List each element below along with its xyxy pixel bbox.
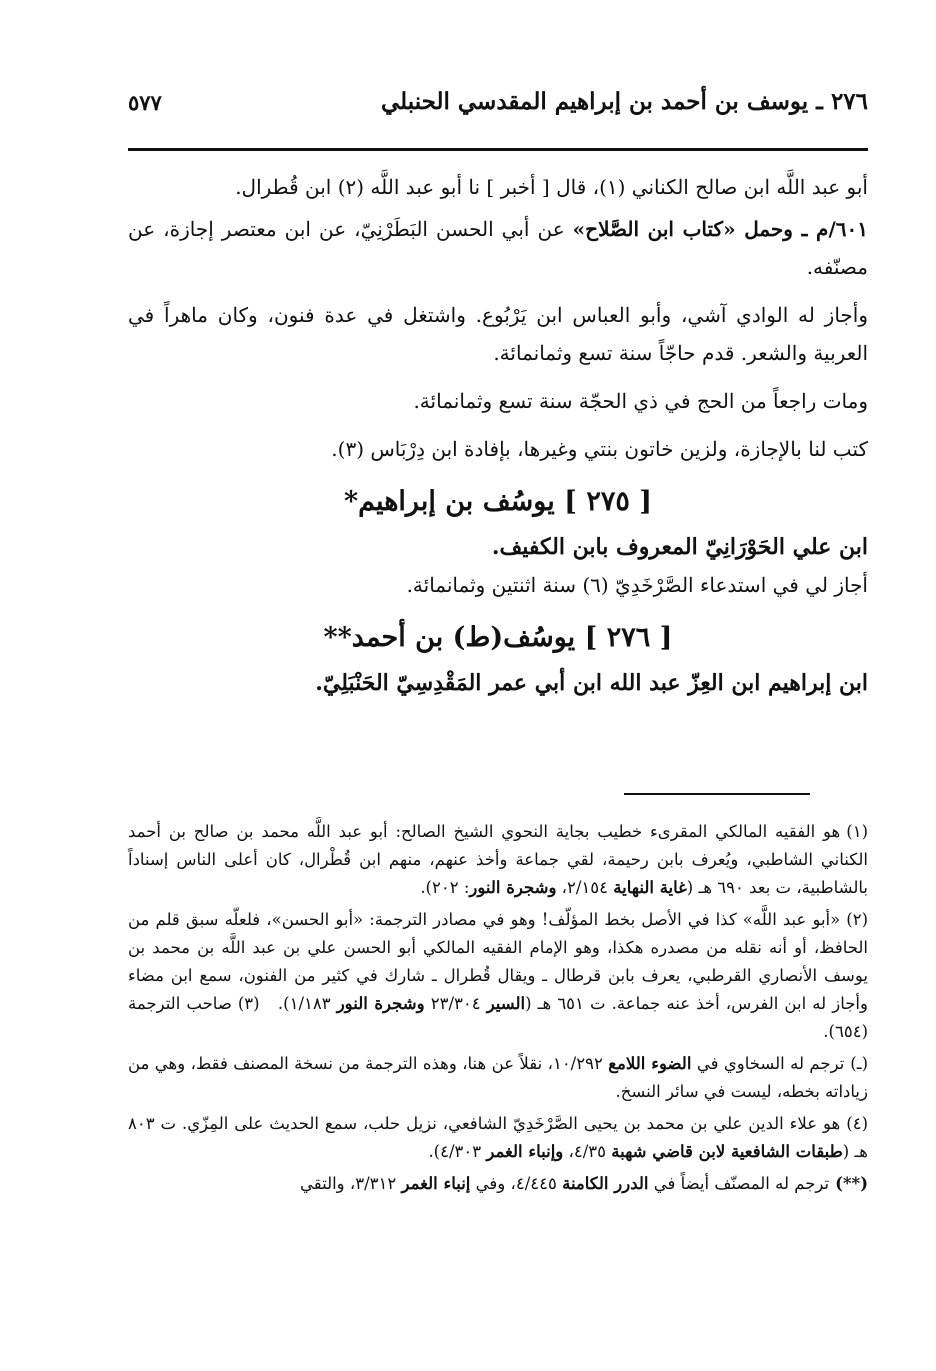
footnote-5-number: (**) [835,1174,868,1193]
footnote-1-source-2: وشجرة النور [469,878,557,897]
paragraph-4: ومات راجعاً من الحج في ذي الحجّة سنة تسع وثمانمائة. [413,389,868,413]
footnote-2-ref-2: ١/١٨٣). [277,994,337,1013]
footnote-4-ref-2: ٤/٣٠٣). [428,1142,487,1161]
footnote-4-text: هو علاء الدين علي بن محمد بن يحيى الصَّرْخَدِيّ الشافعي، نزيل حلب، سمع الحديث على المِزّي. ت ٨٠٣ هـ ( [128,1114,868,1161]
footnote-4-number: (٤) [846,1114,868,1133]
entry-276-subtitle: ابن إبراهيم ابن العِزّ عبد الله ابن أبي عمر المَقْدِسِيّ الحَنْبَلِيّ. [315,670,868,696]
header-title: ٢٧٦ ـ يوسف بن أحمد بن إبراهيم المقدسي الحنبلي [380,88,868,115]
footnote-translation-number: (ـ) [850,1054,869,1073]
footnote-4-source-1: طبقات الشافعية لابن قاضي شهبة [611,1142,843,1161]
page-number: ٥٧٧ [128,90,162,115]
footnote-4-ref-1: ٤/٣٥، [563,1142,612,1161]
footnote-1-number: (١) [846,822,868,841]
paragraph-2-lead: ٦٠١/م ـ وحمل «كتاب ابن الصَّلاح» [572,217,868,241]
footnote-5-source-1: الدرر الكامنة [562,1174,649,1193]
footnote-2-ref-1: ٢٣/٣٠٤ [424,994,487,1013]
footnote-5-text: ترجم له المصنّف أيضاً في [648,1174,830,1193]
footnote-1-ref-1: ٢/١٥٤، [556,878,614,897]
entry-275-subtitle: ابن علي الحَوْرَانِيّ المعروف بابن الكفيف. [491,534,868,560]
header-divider [128,148,868,151]
footnote-translation-rest: ١٠/٢٩٢، نقلاً عن هنا، وهذه الترجمة من نسخة المصنف فقط، وهي من زياداته بخطه، ليست في سائر النسخ. [128,1054,868,1101]
paragraph-1: أبو عبد اللَّه ابن صالح الكناني (١)، قال [ أخبر ] نا أبو عبد اللَّه (٢) ابن قُطرال. [235,175,868,199]
footnote-divider [624,793,810,795]
footnote-1 [128,818,868,902]
footnote-1-ref-2: : ٢٠٢). [420,878,470,897]
entry-276-heading: [ ٢٧٦ ] يوسُف(ط) بن أحمد** [323,622,673,653]
entry-275-text: أجاز لي في استدعاء الصَّرْخَدِيّ (٦) سنة اثنتين وثمانمائة. [406,573,868,597]
footnote-2-number: (٢) [846,910,868,929]
paragraph-5: كتب لنا بالإجازة، ولزين خاتون بنتي وغيرها، بإفادة ابن دِرْبَاس (٣). [331,437,868,461]
running-header [128,88,868,122]
footnote-4-source-2: وإنباء الغمر [486,1142,564,1161]
footnote-3-text: صاحب الترجمة (٦٥٤). [128,994,868,1041]
paragraph-3: وأجاز له الوادي آشي، وأبو العباس ابن يَرْبُوع. واشتغل في عدة فنون، وكان ماهراً في العربية والشعر. قدم حاجّاً سنة تسع وثمانمائة. [128,303,868,365]
footnote-5-source-2: إنباء الغمر [401,1174,471,1193]
main-text [128,168,868,702]
paragraph-2-rest: عن أبي الحسن البَطَرْنِيّ، عن ابن معتصر إجازة، عن مصنّفه. [128,217,868,279]
footnote-5 [128,1170,868,1198]
footnote-translation-source: الضوء اللامع [608,1054,692,1073]
footnote-5-ref-2: ٣/٣١٢، والتقي [299,1174,402,1193]
footnote-translation-text: ترجم له السخاوي في [691,1054,845,1073]
paragraph-2 [128,210,868,286]
footnote-2-source-2: وشجرة النور [336,994,425,1013]
footnote-4 [128,1110,868,1166]
footnote-1-source-1: غاية النهاية [613,878,687,897]
footnotes [128,818,868,1202]
footnote-5-ref-1: ٤/٤٤٥، وفي [470,1174,563,1193]
entry-275-heading: [ ٢٧٥ ] يوسُف بن إبراهيم* [343,486,653,517]
footnote-2-text: «أبو عبد اللَّه» كذا في الأصل بخط المؤلّف! وهو في مصادر الترجمة: «أبو الحسن»، فلعلّه سبق قلم من الحافظ، أو أنه نقله من مصدره هكذا، وهو الإمام الفقيه المالكي أبو الحسن علي بن عبد اللَّه بن محمد بن يوسف الأنصاري القرطبي، يعرف بابن قرطال ـ ويقال قُطرال ـ شارك في كثير من الفنون، سمع ابن مضاء وأجاز له ابن الفرس، أخذ عنه جماعة. ت ٦٥١ هـ ( [128,910,868,1013]
footnote-3-number: (٣) [237,994,260,1013]
footnote-1-text: هو الفقيه المالكي المقرىء خطيب بجاية النحوي الشيخ الصالح: أبو عبد اللَّه محمد بن صالح بن أحمد الكناني الشاطبي، ويُعرف بابن رحيمة، لقي جماعة وأخذ عنهم، منهم ابن قُطْرال، كان أعلى الناس إسناداً بالشاطبية، ت بعد ٦٩٠ هـ ( [128,822,868,897]
footnote-2-source-1: السير [486,994,526,1013]
footnote-2 [128,906,868,1046]
footnote-translation [128,1050,868,1106]
